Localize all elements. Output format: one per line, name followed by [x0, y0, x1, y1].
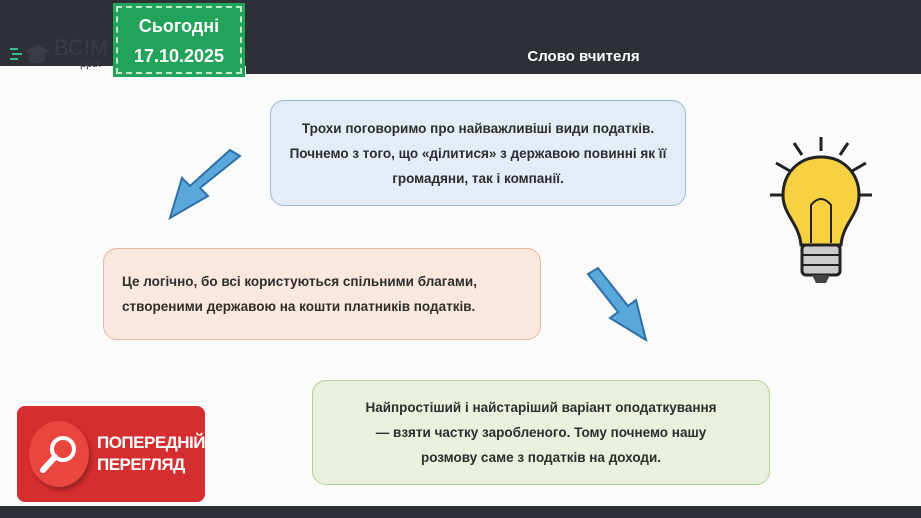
- arrow-down-left-icon: [160, 148, 250, 226]
- preview-label-1: ПОПЕРЕДНІЙ: [96, 433, 205, 452]
- date-value: 17.10.2025: [133, 46, 225, 66]
- logo-text: ВСІМ: [54, 35, 109, 60]
- magnifier-icon: [29, 421, 89, 487]
- logo-subtext: pptx: [80, 58, 101, 70]
- text-box-1: [270, 100, 686, 206]
- date-badge: [116, 6, 242, 74]
- graduation-cap-icon: [10, 43, 50, 65]
- logo: [10, 35, 109, 70]
- preview-button[interactable]: [17, 406, 205, 502]
- text-box-3: [312, 380, 770, 485]
- light-bulb-icon: [766, 135, 876, 295]
- preview-label-2: ПЕРЕГЛЯД: [96, 455, 185, 474]
- text-box-2: [103, 248, 541, 340]
- date-label: Сьогодні: [138, 16, 220, 36]
- text-box-1-text: Трохи поговоримо про найважливіші види податків. Почнемо з того, що «ділитися» з державою повинні як її громадяни, так і компанії.: [289, 120, 667, 186]
- slide-title: Слово вчителя: [246, 38, 921, 74]
- text-box-2-text: Це логічно, бо всі користуються спільними благами, створеними державою на кошти платників податків.: [122, 274, 477, 314]
- text-box-3-text: Найпростіший і найстаріший варіант оподаткування — взяти частку заробленого. Тому почнемо нашу розмову саме з податків на доходи.: [365, 400, 717, 465]
- arrow-down-right-icon: [582, 266, 652, 346]
